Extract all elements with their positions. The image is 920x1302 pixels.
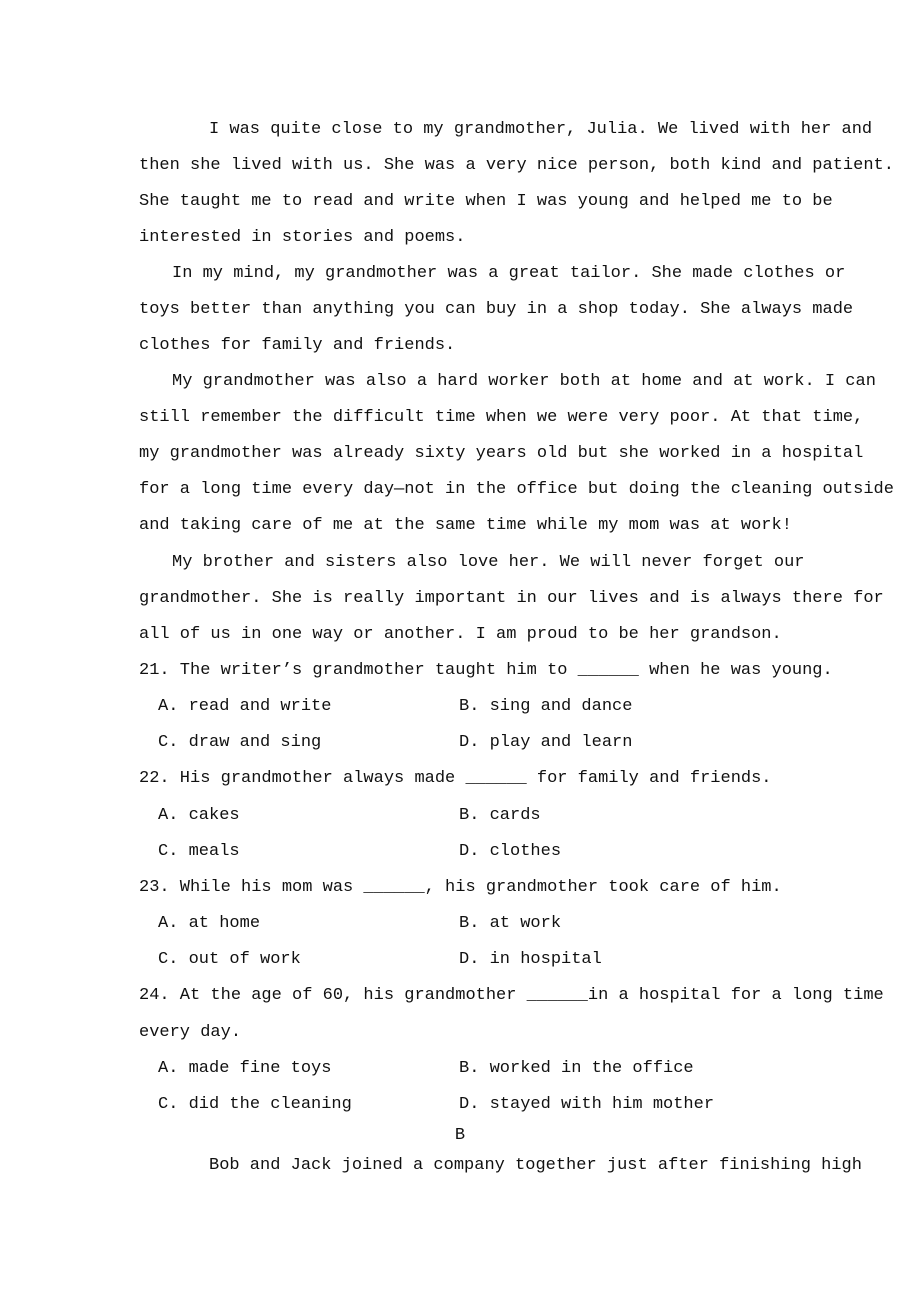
passage-line: interested in stories and poems.: [139, 228, 466, 247]
answer-option[interactable]: C. meals: [158, 842, 240, 861]
passage-line: for a long time every day—not in the office but doing the cleaning outside: [139, 480, 894, 499]
section-heading: B: [454, 1126, 466, 1145]
answer-option[interactable]: A. cakes: [158, 806, 240, 825]
answer-option[interactable]: B. at work: [459, 914, 562, 933]
passage-line: then she lived with us. She was a very nice person, both kind and patient.: [139, 156, 894, 175]
answer-option[interactable]: A. made fine toys: [158, 1059, 332, 1078]
answer-option[interactable]: A. read and write: [158, 697, 332, 716]
answer-option[interactable]: D. stayed with him mother: [459, 1095, 715, 1114]
passage-line: clothes for family and friends.: [139, 336, 456, 355]
answer-option[interactable]: C. out of work: [158, 950, 301, 969]
answer-option[interactable]: D. play and learn: [459, 733, 633, 752]
answer-option[interactable]: C. draw and sing: [158, 733, 322, 752]
passage-line: She taught me to read and write when I was young and helped me to be: [139, 192, 833, 211]
question-stem: 23. While his mom was ______, his grandmother took care of him.: [139, 878, 782, 897]
question-stem: 22. His grandmother always made ______ for family and friends.: [139, 769, 772, 788]
passage-line: grandmother. She is really important in our lives and is always there for: [139, 589, 884, 608]
question-stem: 21. The writer’s grandmother taught him to ______ when he was young.: [139, 661, 833, 680]
answer-option[interactable]: A. at home: [158, 914, 261, 933]
question-stem: every day.: [139, 1023, 242, 1042]
passage-line: toys better than anything you can buy in a shop today. She always made: [139, 300, 854, 319]
passage-line: My brother and sisters also love her. We will never forget our: [172, 553, 805, 572]
passage-line: My grandmother was also a hard worker both at home and at work. I can: [172, 372, 876, 391]
answer-option[interactable]: C. did the cleaning: [158, 1095, 352, 1114]
answer-option[interactable]: B. sing and dance: [459, 697, 633, 716]
answer-option[interactable]: D. clothes: [459, 842, 562, 861]
passage-line: Bob and Jack joined a company together just after finishing high: [209, 1156, 862, 1175]
answer-option[interactable]: B. worked in the office: [459, 1059, 694, 1078]
passage-line: all of us in one way or another. I am proud to be her grandson.: [139, 625, 782, 644]
passage-line: In my mind, my grandmother was a great tailor. She made clothes or: [172, 264, 846, 283]
answer-option[interactable]: D. in hospital: [459, 950, 602, 969]
passage-line: and taking care of me at the same time while my mom was at work!: [139, 516, 792, 535]
answer-option[interactable]: B. cards: [459, 806, 541, 825]
passage-line: I was quite close to my grandmother, Julia. We lived with her and: [209, 120, 873, 139]
question-stem: 24. At the age of 60, his grandmother ______in a hospital for a long time: [139, 986, 884, 1005]
passage-line: still remember the difficult time when we were very poor. At that time,: [139, 408, 864, 427]
passage-line: my grandmother was already sixty years old but she worked in a hospital: [139, 444, 864, 463]
